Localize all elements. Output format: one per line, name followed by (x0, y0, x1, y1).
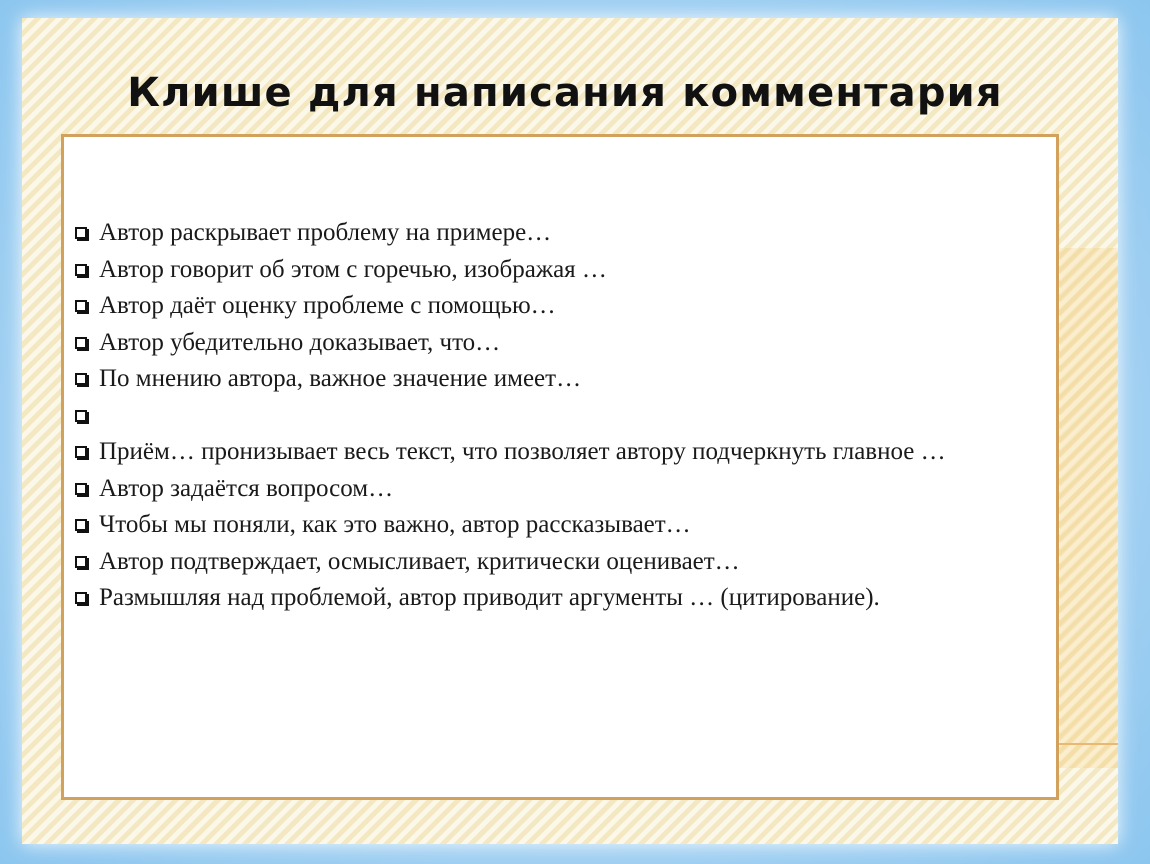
checkbox-icon (75, 556, 87, 568)
checkbox-icon (75, 519, 87, 531)
list-item-text: Размышляя над проблемой, автор приводит аргументы … (цитирование). (99, 584, 880, 611)
list-item (72, 398, 1032, 435)
list-item (72, 288, 1032, 325)
list-item (72, 471, 1032, 508)
list-item (72, 580, 1032, 617)
checkbox-icon (75, 373, 87, 385)
checkbox-icon (75, 337, 87, 349)
list-item-text: Автор задаётся вопросом… (99, 474, 394, 502)
list-item-text: Автор даёт оценку проблеме с помощью… (99, 292, 556, 319)
checkbox-icon (75, 227, 87, 239)
list-item (72, 544, 1032, 581)
checkbox-icon (75, 592, 87, 604)
list-item-text: Автор убедительно доказывает, что… (99, 328, 501, 356)
list-item (72, 215, 1032, 252)
list-item (72, 507, 1032, 544)
list-item-text: Чтобы мы поняли, как это важно, автор рассказывает… (99, 511, 691, 538)
list-item-text: Приём… пронизывает весь текст, что позволяет автору подчеркнуть главное … (99, 438, 946, 465)
checkbox-icon (75, 300, 87, 312)
list-item (72, 361, 1032, 398)
cliche-list (72, 215, 1032, 617)
list-item (72, 325, 1032, 362)
decorative-side-strip (1060, 248, 1118, 768)
checkbox-icon (75, 410, 87, 422)
slide-title: Клише для написания комментария (127, 70, 1003, 116)
list-item-text: Автор подтверждает, осмысливает, критически оценивает… (99, 547, 740, 575)
checkbox-icon (75, 483, 87, 495)
decorative-side-line (1058, 743, 1118, 745)
list-item-text: Автор раскрывает проблему на примере… (99, 219, 552, 246)
list-item-text: По мнению автора, важное значение имеет… (99, 365, 582, 392)
list-item (72, 434, 1032, 471)
list-item (72, 252, 1032, 289)
checkbox-icon (75, 446, 87, 458)
checkbox-icon (75, 264, 87, 276)
list-item-text: Автор говорит об этом с горечью, изображая … (99, 255, 607, 283)
